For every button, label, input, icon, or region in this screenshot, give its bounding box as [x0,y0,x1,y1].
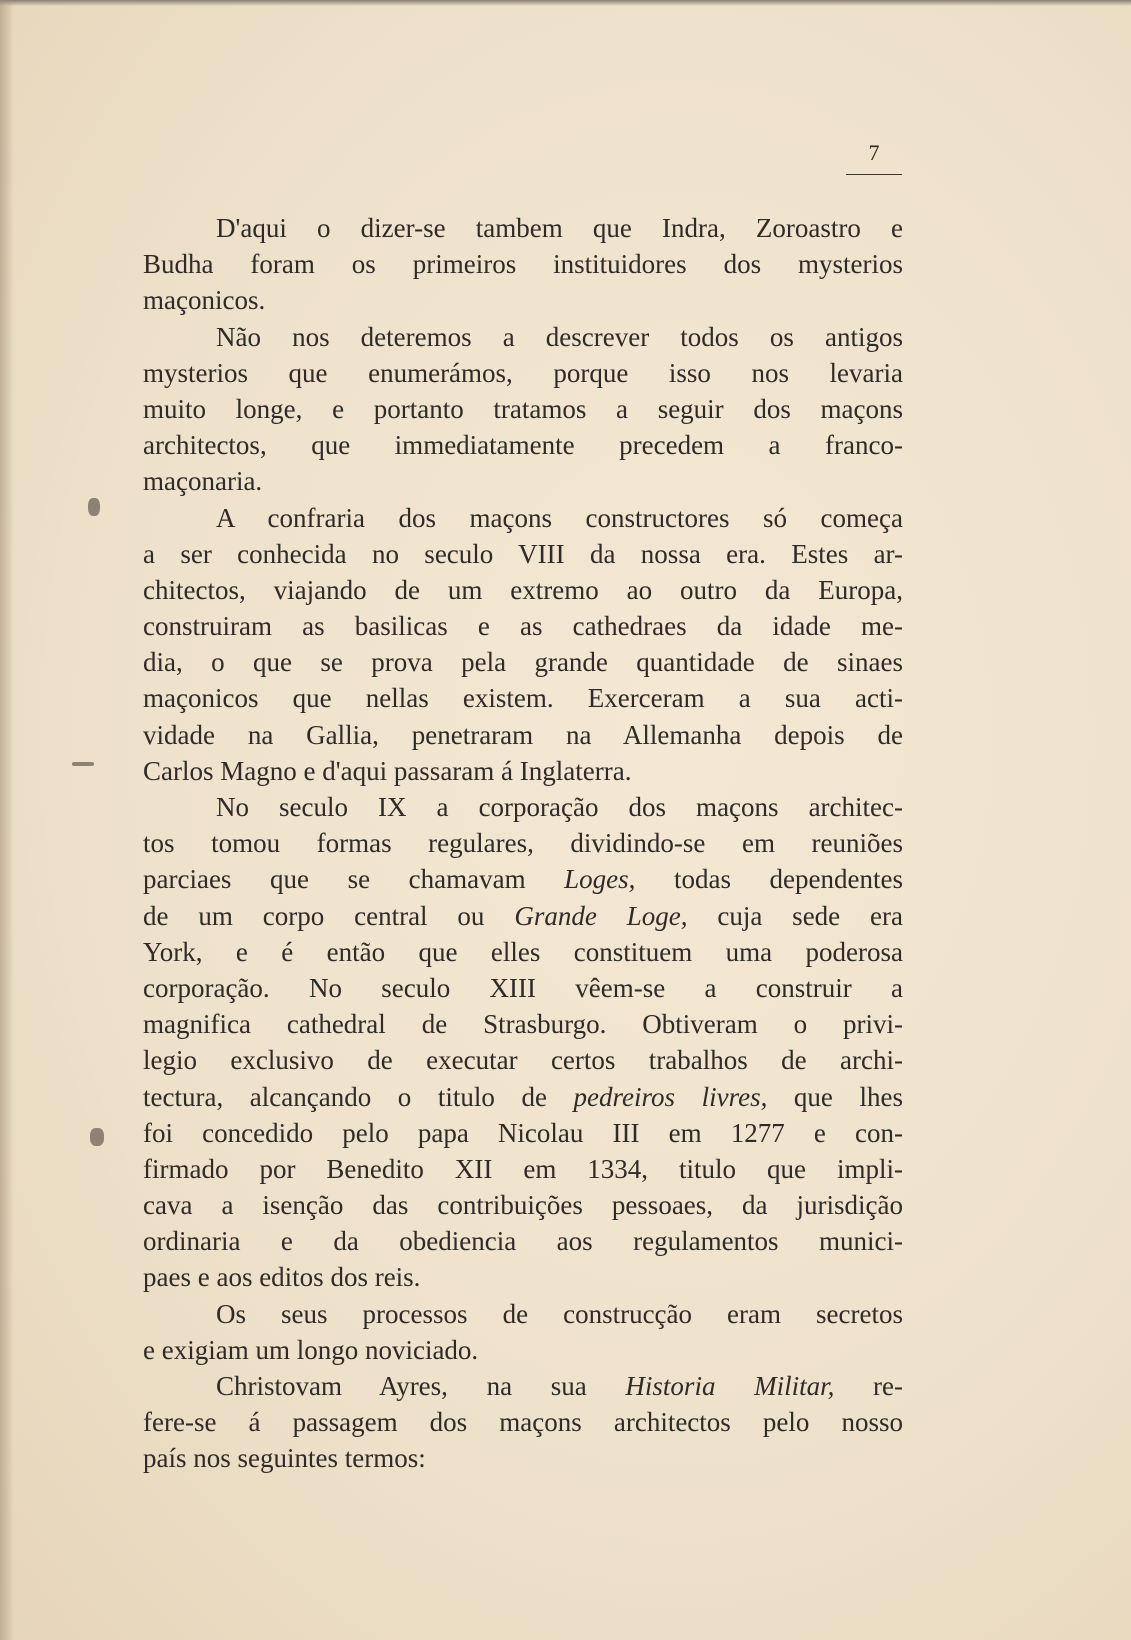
text-line: architectos, que immediatamente precedem a franco- [143,430,903,461]
margin-stain [88,498,100,516]
text-run: cuja sede era [687,900,904,931]
text-line: Carlos Magno e d'aqui passaram á Inglaterra. [143,755,632,786]
page-number: 7 [868,140,880,165]
text-run: tectura, alcançando o titulo de [143,1081,574,1112]
text-line [143,1368,903,1404]
text-line: paes e aos editos dos reis. [143,1262,421,1293]
text-line: construiram as basilicas e as cathedraes da idade me- [143,611,903,642]
text-line: magnifica cathedral de Strasburgo. Obtiveram o privi- [143,1009,903,1040]
body-text [143,210,903,1477]
text-run: de um corpo central ou [143,900,515,931]
text-line: Budha foram os primeiros instituidores dos mysterios [143,249,903,280]
text-line: a ser conhecida no seculo VIII da nossa era. Estes ar- [143,538,903,569]
text-line: chitectos, viajando de um extremo ao outro da Europa, [143,574,903,605]
text-line [143,1079,903,1115]
text-run: Christovam Ayres, na sua [216,1371,626,1401]
text-line: York, e é então que elles constituem uma poderosa [143,936,903,967]
italic-text: Grande Loge, [514,900,688,931]
text-run: re- [834,1371,904,1401]
text-line: ordinaria e da obediencia aos regulamentos munici- [143,1226,903,1257]
text-line: maçonicos que nellas existem. Exerceram a sua acti- [143,683,903,714]
text-line: e exigiam um longo noviciado. [143,1334,479,1365]
text-line: No seculo IX a corporação dos maçons architec- [216,792,903,822]
text-line: maçonicos. [143,285,266,316]
text-run: parciaes que se chamavam [143,864,565,895]
text-line: corporação. No seculo XIII vêem-se a construir a [143,972,903,1003]
text-run: todas dependentes [635,864,904,895]
page-number-rule [846,174,902,175]
text-line: fere-se á passagem dos maçons architectos pelo nosso [143,1407,903,1438]
text-line: maçonaria. [143,466,263,497]
text-line: tos tomou formas regulares, dividindo-se em reuniões [143,828,903,859]
text-line: mysterios que enumerámos, porque isso nos levaria [143,357,903,388]
italic-text: Loges, [564,864,636,895]
text-line: firmado por Benedito XII em 1334, titulo que impli- [143,1153,903,1184]
text-line: cava a isenção das contribuições pessoaes, da jurisdição [143,1190,903,1221]
text-line: Os seus processos de construcção eram secretos [216,1298,903,1329]
page-left-edge-shadow [0,0,14,1640]
text-line [143,861,903,897]
margin-stain [72,762,94,766]
text-line: vidade na Gallia, penetraram na Allemanha depois de [143,719,903,750]
italic-text: Historia Militar, [625,1371,835,1401]
text-line: país nos seguintes termos: [143,1443,426,1474]
text-line: legio exclusivo de executar certos trabalhos de archi- [143,1045,903,1076]
text-run: que lhes [767,1081,903,1112]
text-line: A confraria dos maçons constructores só começa [216,502,903,533]
text-line: dia, o que se prova pela grande quantidade de sinaes [143,647,903,678]
text-line: Não nos deteremos a descrever todos os antigos [216,321,903,352]
text-line [143,898,903,934]
text-line: foi concedido pelo papa Nicolau III em 1277 e con- [143,1117,903,1148]
text-line: D'aqui o dizer-se tambem que Indra, Zoroastro e [216,213,903,243]
text-line: muito longe, e portanto tratamos a seguir dos maçons [143,393,903,424]
italic-text: pedreiros livres, [573,1081,768,1112]
page-top-edge-shadow [0,0,1131,6]
margin-stain [90,1128,104,1146]
